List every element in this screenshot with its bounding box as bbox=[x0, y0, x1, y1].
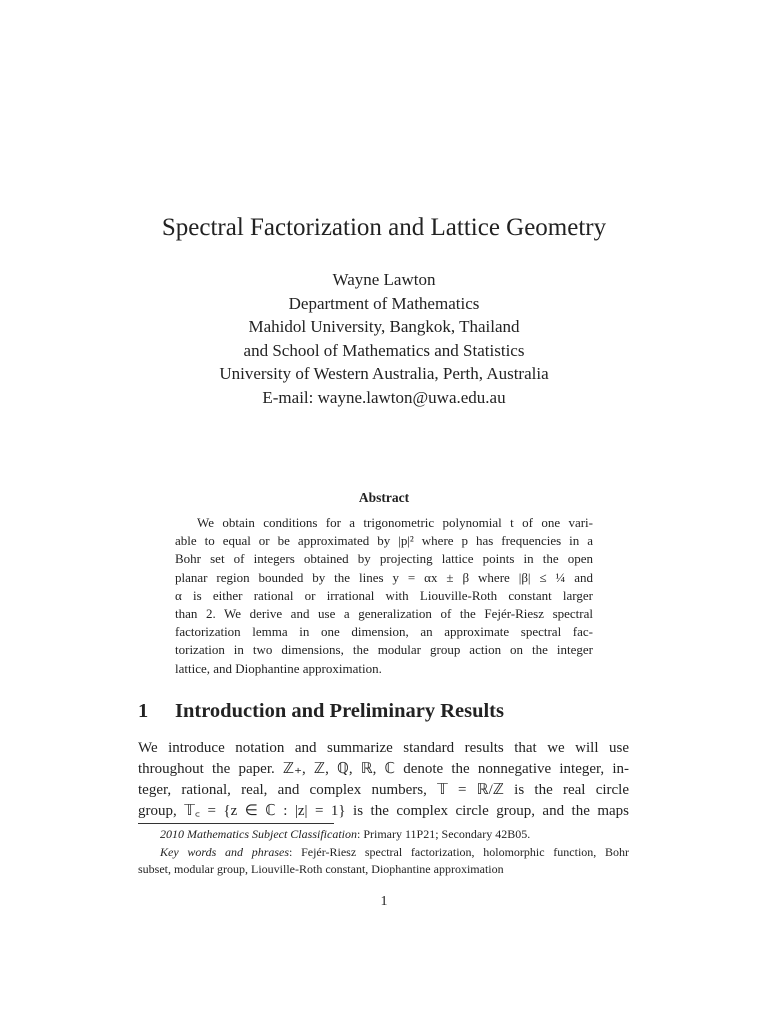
paper-title: Spectral Factorization and Lattice Geometry bbox=[161, 214, 607, 241]
abstract-line: planar region bounded by the lines y = αx ± β where |β| ≤ ¼ and bbox=[175, 569, 593, 585]
abstract-line: Bohr set of integers obtained by projecting lattice points in the open bbox=[175, 551, 593, 567]
affiliation-line: Department of Mathematics bbox=[288, 293, 480, 313]
body-line: We introduce notation and summarize standard results that we will use bbox=[138, 740, 629, 756]
section-title: Introduction and Preliminary Results bbox=[175, 700, 504, 722]
msc-label: 2010 Mathematics Subject Classification bbox=[160, 827, 357, 841]
abstract-line: lattice, and Diophantine approximation. bbox=[175, 660, 382, 676]
keywords-text: : Fejér-Riesz spectral factorization, holomorphic function, Bohr bbox=[289, 844, 630, 859]
footnotes bbox=[138, 826, 629, 879]
abstract-line: α is either rational or irrational with Liouville-Roth constant larger bbox=[175, 587, 593, 603]
keywords-label: Key words and phrases bbox=[160, 844, 290, 859]
abstract-line: We obtain conditions for a trigonometric polynomial t of one vari- bbox=[197, 515, 593, 530]
msc-footnote bbox=[138, 826, 629, 844]
keywords-footnote-continued: subset, modular group, Liouville-Roth constant, Diophantine approximation bbox=[138, 862, 504, 877]
author-email: E-mail: wayne.lawton@uwa.edu.au bbox=[262, 387, 506, 407]
msc-text: : Primary 11P21; Secondary 42B05. bbox=[356, 827, 531, 841]
affiliation-line: and School of Mathematics and Statistics bbox=[243, 340, 525, 360]
abstract-line: factorization lemma in one dimension, an approximate spectral fac- bbox=[175, 624, 593, 640]
section-heading bbox=[138, 700, 638, 723]
body-line: group, 𝕋꜀ = {z ∈ ℂ : |z| = 1} is the complex circle group, and the maps bbox=[138, 803, 629, 819]
page-number: 1 bbox=[380, 894, 388, 909]
abstract-body bbox=[175, 514, 593, 678]
abstract-line: able to equal or be approximated by |p|² where p has frequencies in a bbox=[175, 533, 593, 549]
body-line: teger, rational, real, and complex numbers, 𝕋 = ℝ/ℤ is the real circle bbox=[138, 782, 629, 798]
author-block bbox=[0, 268, 768, 410]
abstract-heading: Abstract bbox=[358, 490, 410, 505]
section-body bbox=[138, 738, 629, 822]
affiliation-line: Mahidol University, Bangkok, Thailand bbox=[248, 317, 520, 337]
body-line: throughout the paper. ℤ₊, ℤ, ℚ, ℝ, ℂ denote the nonnegative integer, in- bbox=[138, 761, 629, 777]
author-name: Wayne Lawton bbox=[332, 270, 436, 289]
keywords-footnote bbox=[138, 844, 629, 862]
footnote-rule bbox=[138, 823, 334, 824]
abstract-line: torization in two dimensions, the modular group action on the integer bbox=[175, 642, 593, 658]
abstract-line: than 2. We derive and use a generalization of the Fejér-Riesz spectral bbox=[175, 606, 593, 622]
section-number: 1 bbox=[138, 700, 149, 722]
affiliation-line: University of Western Australia, Perth, Australia bbox=[219, 364, 549, 384]
